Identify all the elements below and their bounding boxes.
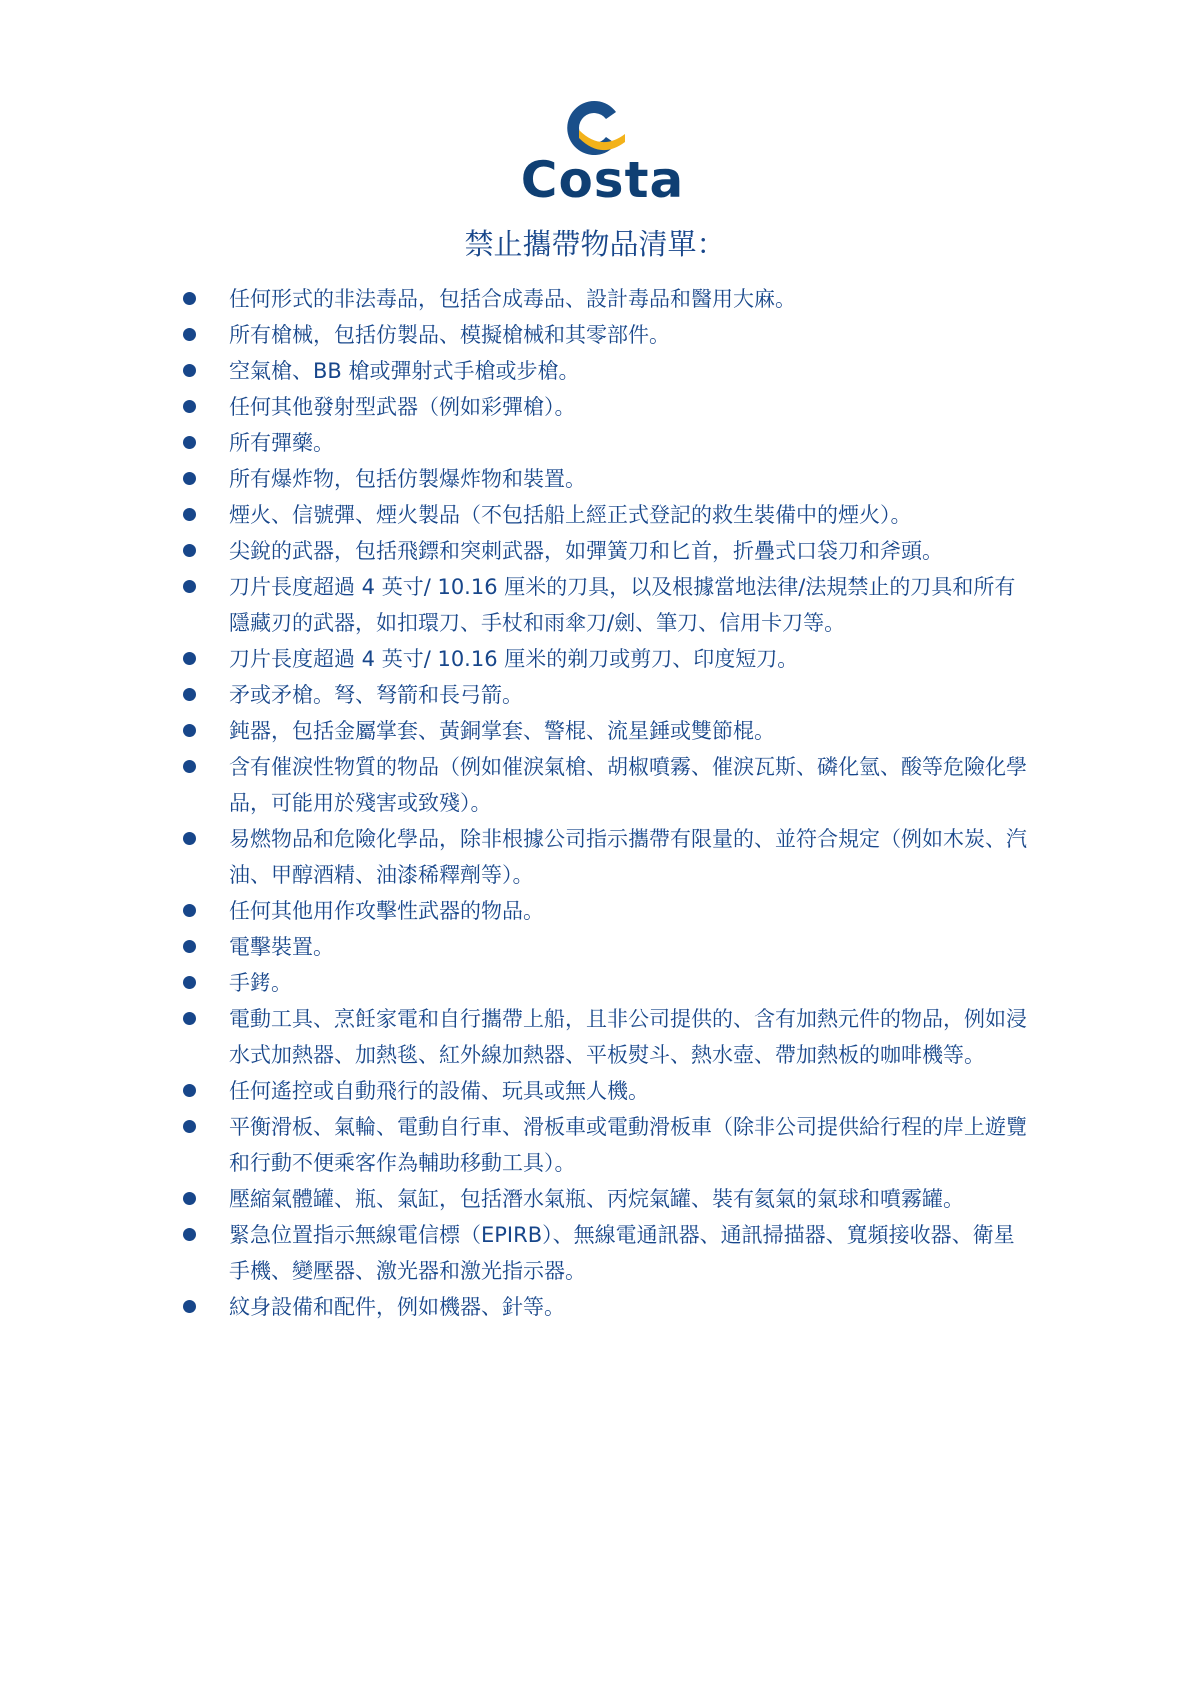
list-item-text: 空氣槍、BB 槍或彈射式手槍或步槍。 (229, 359, 580, 383)
list-item-text: 電擊裝置。 (229, 935, 334, 959)
list-item (183, 1181, 1033, 1217)
list-item-text: 任何其他用作攻擊性武器的物品。 (229, 899, 544, 923)
bullet-icon (183, 1228, 196, 1241)
list-item-text: 任何其他發射型武器（例如彩彈槍）。 (229, 395, 576, 419)
list-item-text: 手銬。 (229, 971, 292, 995)
list-item-text: 平衡滑板、氣輪、電動自行車、滑板車或電動滑板車（除非公司提供給行程的岸上遊覽和行動不便乘客作為輔助移動工具）。 (229, 1115, 1027, 1175)
list-item (183, 569, 1033, 641)
bullet-icon (183, 328, 196, 341)
list-item (183, 1001, 1033, 1073)
list-item-text: 易燃物品和危險化學品，除非根據公司指示攜帶有限量的、並符合規定（例如木炭、汽油、甲醇酒精、油漆稀釋劑等）。 (229, 827, 1027, 887)
page-title: 禁止攜帶物品清單： (464, 227, 726, 261)
list-item-text: 任何形式的非法毒品，包括合成毒品、設計毒品和醫用大麻。 (229, 287, 796, 311)
list-item (183, 1073, 1033, 1109)
bullet-icon (183, 1120, 196, 1133)
bullet-icon (183, 652, 196, 665)
costa-logo (515, 92, 690, 210)
list-item (183, 425, 1033, 461)
bullet-icon (183, 1084, 196, 1097)
list-item-text: 電動工具、烹飪家電和自行攜帶上船，且非公司提供的、含有加熱元件的物品，例如浸水式加熱器、加熱毯、紅外線加熱器、平板熨斗、熱水壺、帶加熱板的咖啡機等。 (229, 1007, 1027, 1067)
list-item-text: 含有催淚性物質的物品（例如催淚氣槍、胡椒噴霧、催淚瓦斯、磷化氫、酸等危險化學品，可能用於殘害或致殘）。 (229, 755, 1027, 815)
list-item (183, 353, 1033, 389)
list-item-text: 任何遙控或自動飛行的設備、玩具或無人機。 (229, 1079, 649, 1103)
list-item-text: 鈍器，包括金屬掌套、黃銅掌套、警棍、流星錘或雙節棍。 (229, 719, 775, 743)
bullet-icon (183, 292, 196, 305)
list-item (183, 965, 1033, 1001)
list-item-text: 矛或矛槍。弩、弩箭和長弓箭。 (229, 683, 523, 707)
list-item (183, 821, 1033, 893)
list-item (183, 317, 1033, 353)
list-item (183, 929, 1033, 965)
list-item-text: 刀片長度超過 4 英寸/ 10.16 厘米的刀具，以及根據當地法律/法規禁止的刀具和所有隱藏刃的武器，如扣環刀、手杖和雨傘刀/劍、筆刀、信用卡刀等。 (229, 575, 1016, 635)
bullet-icon (183, 400, 196, 413)
list-item (183, 749, 1033, 821)
bullet-icon (183, 1192, 196, 1205)
bullet-icon (183, 544, 196, 557)
list-item-text: 尖銳的武器，包括飛鏢和突刺武器，如彈簧刀和匕首，折疊式口袋刀和斧頭。 (229, 539, 943, 563)
bullet-icon (183, 724, 196, 737)
list-item (183, 893, 1033, 929)
bullet-icon (183, 940, 196, 953)
bullet-icon (183, 508, 196, 521)
prohibited-items-list (183, 281, 1033, 1325)
list-item-text: 所有槍械，包括仿製品、模擬槍械和其零部件。 (229, 323, 670, 347)
logo-wordmark: Costa (520, 151, 685, 209)
list-item (183, 389, 1033, 425)
bullet-icon (183, 580, 196, 593)
list-item (183, 497, 1033, 533)
bullet-icon (183, 832, 196, 845)
list-item (183, 641, 1033, 677)
list-item-text: 煙火、信號彈、煙火製品（不包括船上經正式登記的救生裝備中的煙火）。 (229, 503, 912, 527)
list-item-text: 紋身設備和配件，例如機器、針等。 (229, 1295, 565, 1319)
bullet-icon (183, 364, 196, 377)
list-item-text: 所有爆炸物，包括仿製爆炸物和裝置。 (229, 467, 586, 491)
bullet-icon (183, 436, 196, 449)
list-item (183, 677, 1033, 713)
bullet-icon (183, 976, 196, 989)
list-item (183, 1109, 1033, 1181)
list-item (183, 1217, 1033, 1289)
bullet-icon (183, 904, 196, 917)
list-item-text: 緊急位置指示無線電信標（EPIRB）、無線電通訊器、通訊掃描器、寬頻接收器、衛星手機、變壓器、激光器和激光指示器。 (229, 1223, 1015, 1283)
bullet-icon (183, 472, 196, 485)
list-item (183, 533, 1033, 569)
list-item (183, 281, 1033, 317)
list-item-text: 所有彈藥。 (229, 431, 334, 455)
bullet-icon (183, 688, 196, 701)
list-item (183, 461, 1033, 497)
list-item-text: 壓縮氣體罐、瓶、氣缸，包括潛水氣瓶、丙烷氣罐、裝有氦氣的氣球和噴霧罐。 (229, 1187, 964, 1211)
list-item (183, 713, 1033, 749)
bullet-icon (183, 1300, 196, 1313)
bullet-icon (183, 1012, 196, 1025)
list-item-text: 刀片長度超過 4 英寸/ 10.16 厘米的剃刀或剪刀、印度短刀。 (229, 647, 799, 671)
list-item (183, 1289, 1033, 1325)
bullet-icon (183, 760, 196, 773)
